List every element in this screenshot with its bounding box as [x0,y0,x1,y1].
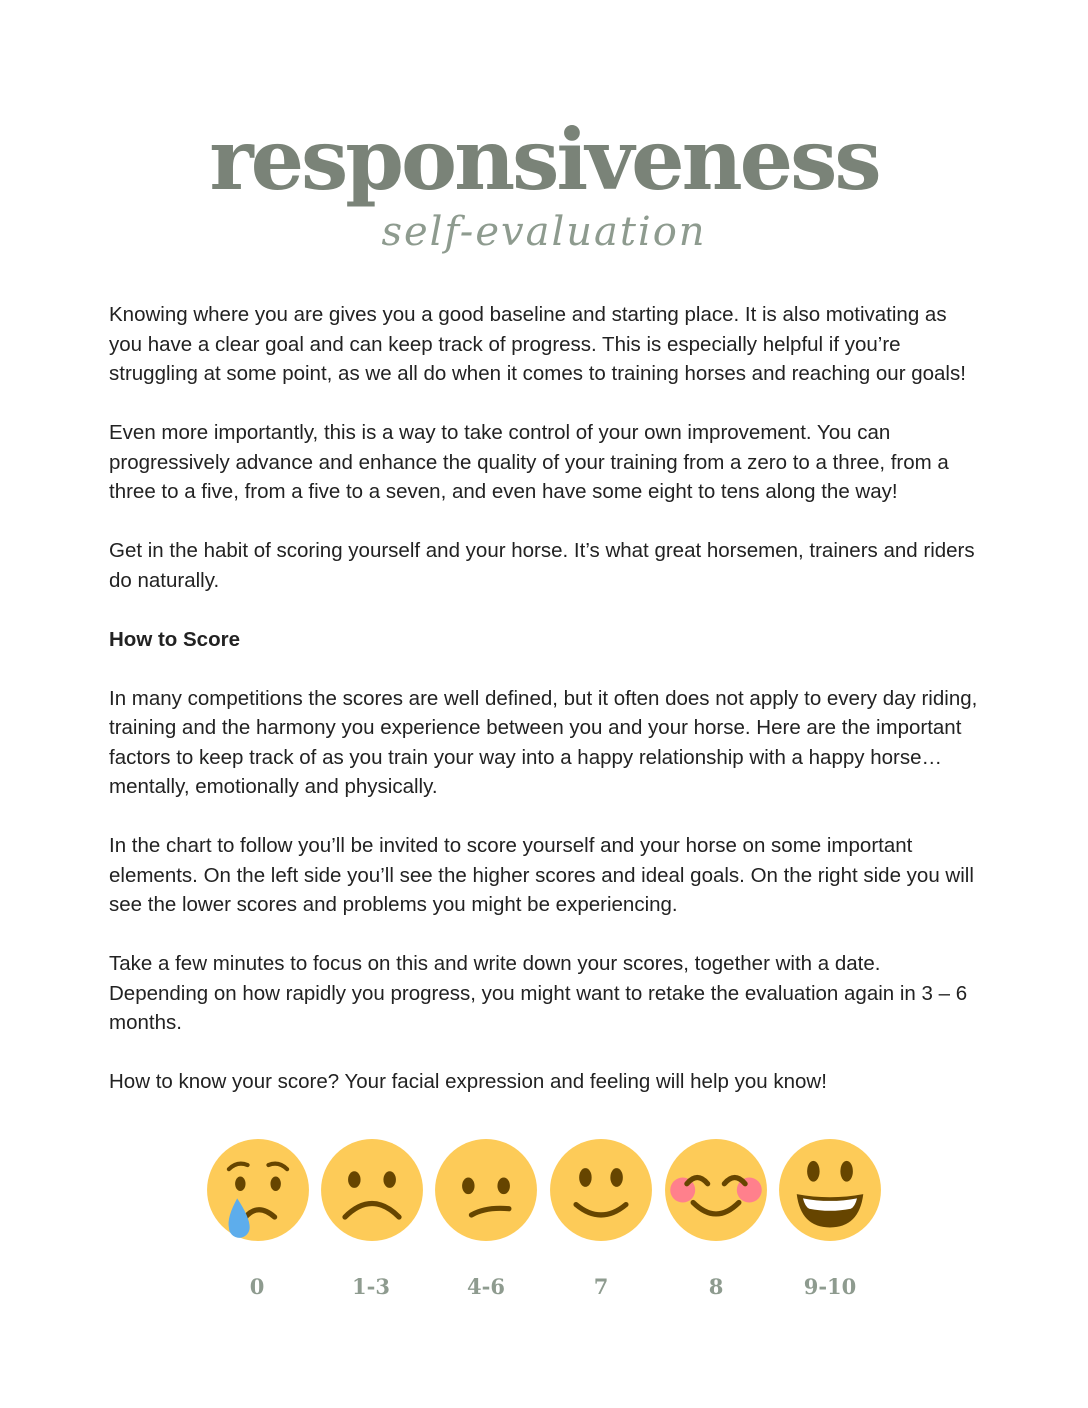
intro-paragraph: Knowing where you are gives you a good baseline and starting place. It is also motivating as you have a clear goal and can keep track of progress. This is especially helpful if you’re struggling at some point, as we all do when it comes to training horses and reaching our goals! [109,303,966,385]
score-label-7: 7 [593,1274,609,1299]
crying-face-icon [206,1138,310,1242]
emoji-scale [0,1138,1088,1248]
score-label-1-3: 1-3 [352,1274,390,1299]
grinning-face-icon [778,1138,882,1242]
score-label-8: 8 [708,1274,724,1299]
frowning-face-icon [320,1138,424,1242]
blushing-smiling-face-icon [664,1138,768,1242]
score-label-0: 0 [249,1274,265,1299]
score-label-4-6: 4-6 [467,1274,505,1299]
know-score-paragraph: How to know your score? Your facial expression and feeling will help you know! [109,1070,827,1093]
improvement-paragraph: Even more importantly, this is a way to take control of your own improvement. You can progressively advance and enhance the quality of your training from a zero to a three, from a three to a five, from a five to a seven, and even have some eight to tens along the way! [109,421,949,503]
slightly-smiling-face-icon [549,1138,653,1242]
habit-paragraph: Get in the habit of scoring yourself and your horse. It’s what great horsemen, trainers and riders do naturally. [109,539,975,592]
page-title: responsiveness [209,110,879,209]
confused-face-icon [434,1138,538,1242]
how-to-score-heading: How to Score [109,627,240,651]
competitions-paragraph: In many competitions the scores are well defined, but it often does not apply to every day riding, training and the harmony you experience between you and your horse. Here are the important factors to keep track of as you train your way into a happy relationship with a happy horse… mentally, emotionally and physically. [109,686,978,798]
scores-date-paragraph: Take a few minutes to focus on this and write down your scores, together with a date. Depending on how rapidly you progress, you might want to retake the evaluation again in 3 – 6 months. [109,952,968,1034]
chart-paragraph: In the chart to follow you’ll be invited to score yourself and your horse on some important elements. On the left side you’ll see the higher scores and ideal goals. On the right side you will see the lower scores and problems you might be experiencing. [109,834,974,916]
body-text [109,300,984,1126]
score-label-9-10: 9-10 [803,1274,857,1299]
page-subtitle: self-evaluation [381,209,707,255]
